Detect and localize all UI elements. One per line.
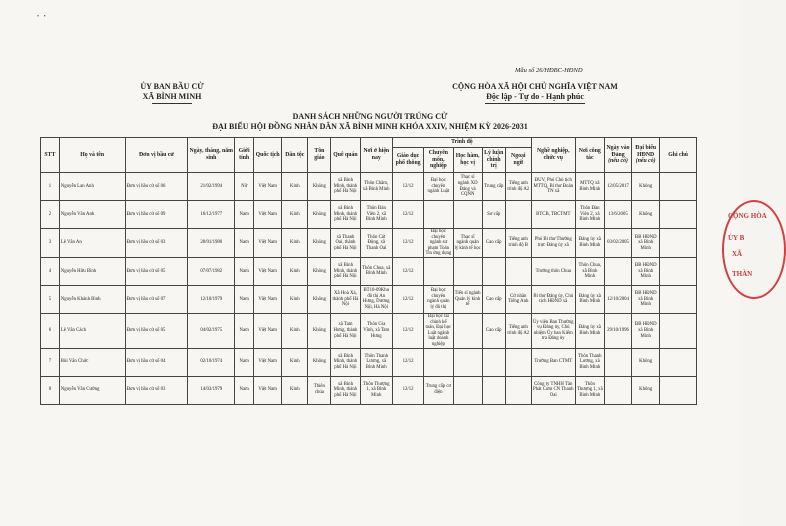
table-row (41, 201, 697, 229)
cell-hometown: xã Tam Hưng, thành phố Hà Nội (331, 313, 360, 348)
cell-lang: Tiếng anh trình độ A2 (505, 173, 531, 201)
party-date-note: (nếu có) (608, 158, 628, 165)
cell-hometown: xã Bình Minh, thành phố Hà Nội (331, 348, 360, 376)
cell-major (424, 348, 453, 376)
cell-job: Bí thư Đảng ủy, Chủ tịch HĐND xã (531, 285, 575, 313)
cell-note (660, 201, 697, 229)
col-stt: STT (41, 138, 60, 173)
cell-delegate: ĐB HĐND xã Bình Minh (632, 257, 660, 285)
cell-nation: Việt Nam (254, 313, 282, 348)
cell-workplace: Thôn Đàn Viên 2, xã Bình Minh (575, 201, 604, 229)
cell-hometown: xã Thanh Oai, thành phố Hà Nội (331, 229, 360, 258)
motto: Độc lập - Tự do - Hạnh phúc (486, 92, 584, 101)
table-row (41, 348, 697, 376)
cell-nation: Việt Nam (254, 201, 282, 229)
form-number: Mẫu số 26/HĐBC-HĐND (515, 67, 583, 74)
cell-party: 13/6/2005 (604, 201, 631, 229)
cell-politics: Cao cấp (482, 285, 505, 313)
cell-edu: 12/12 (392, 257, 423, 285)
cell-gender: Nam (235, 313, 254, 348)
cell-stt: 1 (41, 173, 60, 201)
issuing-authority (112, 82, 232, 104)
cell-delegate: Không (632, 201, 660, 229)
cell-stt: 5 (41, 285, 60, 313)
cell-job: Ủy viên Ban Thường vụ Đảng ủy, Chủ nhiệm Ủy ban Kiểm tra Đảng ủy (531, 313, 575, 348)
table-row (41, 285, 697, 313)
cell-degree: Thạc sĩ ngành quản lý kinh tế học (453, 229, 482, 258)
cell-dob: 21/02/1994 (188, 173, 235, 201)
cell-name: Nguyễn Văn Anh (59, 201, 125, 229)
cell-religion: Không (308, 229, 331, 258)
cell-degree: Thạc sĩ ngành XD Đảng và CQNN (453, 173, 482, 201)
cell-unit: Đơn vị bầu cử số 07 (125, 285, 188, 313)
cell-lang (505, 201, 531, 229)
cell-lang (505, 348, 531, 376)
cell-major: Đại học chuyên ngành Luật (424, 173, 453, 201)
cell-name: Nguyễn Lan Anh (59, 173, 125, 201)
cell-lang: Cử nhân Tiếng Anh (505, 285, 531, 313)
cell-ethnic: Kinh (282, 229, 308, 258)
col-general-edu: Giáo dục phổ thông (392, 148, 423, 173)
cell-residence: Thôn Thanh Lương, xã Bình Minh (360, 348, 392, 376)
col-group-education: Trình độ (392, 138, 531, 148)
cell-nation: Việt Nam (254, 348, 282, 376)
cell-note (660, 257, 697, 285)
cell-ethnic: Kinh (282, 173, 308, 201)
cell-major (424, 201, 453, 229)
cell-residence: Thôn Đàn Viên 2, xã Bình Minh (360, 201, 392, 229)
cell-edu: 12/12 (392, 376, 423, 404)
table-row (41, 376, 697, 404)
col-nationality: Quốc tịch (254, 138, 282, 173)
cell-workplace: Đảng ủy xã Bình Minh (575, 313, 604, 348)
cell-name: Nguyễn Hữu Bình (59, 257, 125, 285)
cell-residence: Thôn Chua, xã Bình Minh (360, 257, 392, 285)
cell-nation: Việt Nam (254, 229, 282, 258)
cell-degree (453, 201, 482, 229)
party-date-label: Ngày vào Đảng (606, 145, 630, 158)
cell-note (660, 348, 697, 376)
cell-delegate: ĐB HĐND xã Bình Minh (632, 285, 660, 313)
seal-line-2: ỦY B (728, 234, 745, 242)
cell-delegate: ĐB HĐND xã Bình Minh (632, 313, 660, 348)
seal-line-3: XÃ (732, 250, 743, 258)
cell-note (660, 173, 697, 201)
cell-stt: 2 (41, 201, 60, 229)
cell-hometown: xã Bình Minh, thành phố Hà Nội (331, 173, 360, 201)
cell-degree (453, 348, 482, 376)
cell-ethnic: Kinh (282, 201, 308, 229)
cell-nation: Việt Nam (254, 285, 282, 313)
cell-politics: Sơ cấp (482, 201, 505, 229)
cell-nation: Việt Nam (254, 173, 282, 201)
cell-workplace: Đảng ủy xã Bình Minh (575, 229, 604, 258)
cell-delegate: ĐB HĐND xã Bình Minh (632, 229, 660, 258)
cell-degree (453, 313, 482, 348)
authority-underline (152, 103, 192, 104)
cell-delegate: Không (632, 348, 660, 376)
col-dob: Ngày, tháng, năm sinh (188, 138, 235, 173)
cell-unit: Đơn vị bầu cử số 04 (125, 348, 188, 376)
cell-ethnic: Kinh (282, 313, 308, 348)
cell-workplace: Thôn Thanh Lương, xã Bình Minh (575, 348, 604, 376)
cell-degree (453, 376, 482, 404)
cell-politics (482, 257, 505, 285)
cell-hometown: xã Bình Minh, thành phố Hà Nội (331, 257, 360, 285)
cell-ethnic: Kinh (282, 376, 308, 404)
cell-major: Đại học chuyên ngành sư phạm Toán Tin ứng dụng (425, 229, 452, 257)
cell-unit: Đơn vị bầu cử số 03 (125, 229, 188, 258)
col-politics: Lý luận chính trị (482, 148, 505, 173)
cell-major: Đại học chuyên ngành quản lý đô thị (424, 285, 453, 313)
col-degree: Học hàm, học vị (453, 148, 482, 173)
col-hometown: Quê quán (331, 138, 360, 173)
col-gender: Giới tính (235, 138, 254, 173)
delegate-label: Đại biểu HĐND (635, 145, 657, 158)
seal-line-1: CỘNG HÒA (728, 212, 767, 220)
cell-name: Bùi Văn Chức (59, 348, 125, 376)
cell-lang: Tiếng anh trình độ A2 (505, 313, 531, 348)
col-workplace: Nơi công tác (575, 138, 604, 173)
cell-politics (482, 348, 505, 376)
cell-ethnic: Kinh (282, 285, 308, 313)
col-occupation: Nghề nghiệp, chức vụ (531, 138, 575, 173)
elected-list-table (40, 137, 697, 405)
cell-hometown: Xã Hoà Xá, thành phố Hà Nội (331, 285, 360, 313)
cell-residence: Thôn Gia Vĩnh, xã Tam Hưng (360, 313, 392, 348)
cell-nation: Việt Nam (254, 257, 282, 285)
authority-line-1: ỦY BAN BẦU CỬ (140, 82, 204, 91)
cell-major: Trung cấp cơ điện (424, 376, 453, 404)
col-delegate (632, 138, 660, 173)
cell-gender: Nữ (235, 173, 254, 201)
cell-degree (453, 257, 482, 285)
cell-delegate: Không (632, 376, 660, 404)
cell-job: Phó Bí thư Thường trực Đảng ủy xã (531, 229, 575, 258)
cell-religion: Không (308, 313, 331, 348)
cell-unit: Đơn vị bầu cử số 09 (125, 201, 188, 229)
cell-major (424, 257, 453, 285)
cell-stt: 7 (41, 348, 60, 376)
document-title: DANH SÁCH NHỮNG NGƯỜI TRÚNG CỬ (292, 112, 448, 121)
cell-edu: 12/12 (392, 348, 423, 376)
cell-job: Công ty TNHH Tân Phát Cưm CN Thanh Oai (531, 376, 575, 404)
cell-religion: Thiên chúa (308, 376, 331, 404)
cell-gender: Nam (235, 229, 254, 258)
cell-job: Trưởng Ban CTMT (531, 348, 575, 376)
cell-edu: 12/12 (392, 313, 423, 348)
cell-party: 29/10/1996 (604, 313, 631, 348)
col-unit: Đơn vị bầu cử (125, 138, 188, 173)
cell-politics: Cao cấp (482, 313, 505, 348)
table-row (41, 229, 697, 258)
col-religion: Tôn giáo (308, 138, 331, 173)
cell-politics: Trung cấp (482, 173, 505, 201)
cell-dob: 14/03/1979 (188, 376, 235, 404)
cell-name: Lê Văn An (59, 229, 125, 258)
cell-lang: Tiếng anh trình độ B (505, 229, 531, 258)
cell-major: Đại học tài chính kế toán, Đại học Luật ngành luật doanh nghiệp (425, 313, 452, 347)
cell-party: 12/05/2017 (604, 173, 631, 201)
cell-lang (505, 376, 531, 404)
cell-workplace: MTTQ xã Bình Minh (575, 173, 604, 201)
cell-note (660, 285, 697, 313)
document-subtitle: ĐẠI BIỂU HỘI ĐỒNG NHÂN DÂN XÃ BÌNH MINH KHÓA XXIV, NHIỆM KỲ 2026-2031 (212, 122, 528, 131)
cell-name: Nguyễn Văn Cường (59, 376, 125, 404)
cell-gender: Nam (235, 201, 254, 229)
cell-party (604, 348, 631, 376)
table-row (41, 313, 697, 348)
cell-party (604, 257, 631, 285)
cell-religion: Không (308, 173, 331, 201)
cell-stt: 6 (41, 313, 60, 348)
national-motto (440, 82, 630, 104)
cell-edu: 12/12 (392, 173, 423, 201)
cell-religion: Không (308, 201, 331, 229)
cell-lang (505, 257, 531, 285)
seal-line-4: THÀN (732, 270, 753, 278)
cell-hometown: xã Bình Minh, thành phố Hà Nội (331, 201, 360, 229)
cell-delegate: Không (632, 173, 660, 201)
cell-dob: 16/12/1977 (188, 201, 235, 229)
col-major: Chuyên môn, nghiệp (424, 148, 453, 173)
cell-dob: 04/02/1975 (188, 313, 235, 348)
cell-politics (482, 376, 505, 404)
cell-job: BTCB, TBCTMT (531, 201, 575, 229)
cell-party: 12/10/2004 (604, 285, 631, 313)
cell-note (660, 376, 697, 404)
cell-ethnic: Kinh (282, 257, 308, 285)
cell-unit: Đơn vị bầu cử số 05 (125, 313, 188, 348)
col-ethnicity: Dân tộc (282, 138, 308, 173)
cell-note (660, 229, 697, 258)
col-note: Ghi chú (660, 138, 697, 173)
motto-underline (485, 103, 585, 104)
cell-gender: Nam (235, 376, 254, 404)
cell-unit: Đơn vị bầu cử số 05 (125, 257, 188, 285)
cell-residence: BT10-09Khu đô thị An Hưng, Dương Nội, Hà Nội (360, 285, 392, 313)
col-name: Họ và tên (59, 138, 125, 173)
authority-line-2: XÃ BÌNH MINH (142, 92, 202, 101)
cell-religion: Không (308, 285, 331, 313)
cell-residence: Thôn Cát Động, xã Thanh Oai (360, 229, 392, 258)
official-seal (722, 200, 786, 299)
table-row (41, 257, 697, 285)
cell-nation: Việt Nam (254, 376, 282, 404)
cell-religion: Không (308, 348, 331, 376)
table-row (41, 173, 697, 201)
scan-marks: • • (37, 14, 46, 20)
cell-unit: Đơn vị bầu cử số 03 (125, 376, 188, 404)
cell-workplace: Thôn Thượng 1, xã Bình Minh (575, 376, 604, 404)
cell-residence: Thôn Châm, xã Bình Minh (360, 173, 392, 201)
cell-gender: Nam (235, 257, 254, 285)
cell-dob: 12/10/1979 (188, 285, 235, 313)
col-language: Ngoại ngữ (505, 148, 531, 173)
cell-job: Trưởng thôn Chua (531, 257, 575, 285)
col-party-date (604, 138, 631, 173)
cell-stt: 3 (41, 229, 60, 258)
cell-edu: 12/12 (392, 201, 423, 229)
cell-politics: Cao cấp (482, 229, 505, 258)
cell-religion: Không (308, 257, 331, 285)
cell-unit: Đơn vị bầu cử số 06 (125, 173, 188, 201)
cell-job: ĐUV, Phó Chủ tịch MTTQ, Bí thư Đoàn TN xã (531, 173, 575, 201)
cell-stt: 4 (41, 257, 60, 285)
cell-note (660, 313, 697, 348)
cell-gender: Nam (235, 285, 254, 313)
cell-party (604, 376, 631, 404)
cell-dob: 02/10/1974 (188, 348, 235, 376)
cell-dob: 07/07/1982 (188, 257, 235, 285)
col-residence: Nơi ở hiện nay (360, 138, 392, 173)
cell-edu: 12/12 (392, 285, 423, 313)
cell-workplace: Đảng ủy xã Bình Minh (575, 285, 604, 313)
cell-party: 03/02/2005 (604, 229, 631, 258)
cell-dob: 28/01/1980 (188, 229, 235, 258)
cell-stt: 8 (41, 376, 60, 404)
country-name: CỘNG HÒA XÃ HỘI CHỦ NGHĨA VIỆT NAM (452, 82, 618, 91)
cell-name: Nguyễn Khánh Bình (59, 285, 125, 313)
cell-name: Lê Văn Cách (59, 313, 125, 348)
cell-gender: Nam (235, 348, 254, 376)
cell-ethnic: Kinh (282, 348, 308, 376)
cell-workplace: Thôn Chua, xã Bình Minh (575, 257, 604, 285)
cell-residence: Thôn Thượng 1, xã Bình Minh (360, 376, 392, 404)
cell-hometown: xã Bình Minh, thành phố Hà Nội (331, 376, 360, 404)
cell-edu: 12/12 (392, 229, 423, 258)
delegate-note: (nếu có) (635, 158, 656, 165)
cell-degree: Tiến sĩ ngành Quản lý kinh tế (453, 285, 482, 313)
